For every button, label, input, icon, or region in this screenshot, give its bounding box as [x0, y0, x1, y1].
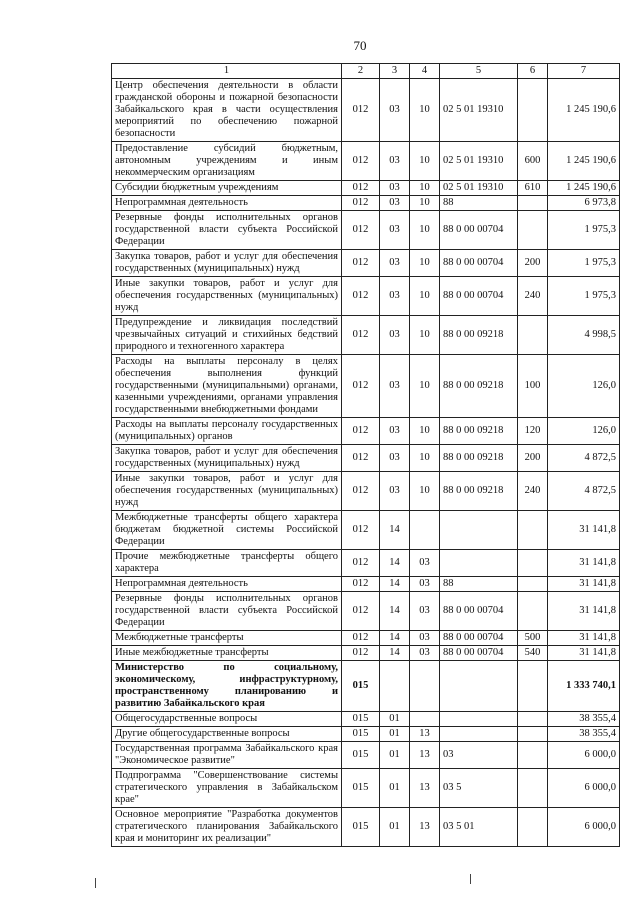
row-sum: 4 872,5	[548, 445, 620, 472]
row-sum: 38 355,4	[548, 712, 620, 727]
column-header: 3	[380, 64, 410, 79]
table-row	[112, 277, 620, 316]
row-section	[380, 661, 410, 712]
row-section: 01	[380, 808, 410, 847]
page-number: 70	[353, 38, 367, 53]
row-section: 03	[380, 211, 410, 250]
row-code: 012	[342, 355, 380, 418]
row-sum: 1 333 740,1	[548, 661, 620, 712]
row-sum: 31 141,8	[548, 577, 620, 592]
row-target-article: 88 0 00 09218	[440, 472, 518, 511]
row-code: 012	[342, 79, 380, 142]
row-name: Иные закупки товаров, работ и услуг для обеспечения государственных (муниципальных) нужд	[112, 277, 342, 316]
row-subsection: 03	[410, 646, 440, 661]
scan-mark	[95, 878, 96, 888]
row-sum: 1 975,3	[548, 250, 620, 277]
row-code: 015	[342, 808, 380, 847]
row-target-article: 88 0 00 00704	[440, 250, 518, 277]
row-sum: 1 245 190,6	[548, 181, 620, 196]
row-expense-type: 610	[518, 181, 548, 196]
row-code: 012	[342, 592, 380, 631]
row-code: 012	[342, 472, 380, 511]
row-subsection: 10	[410, 277, 440, 316]
table-row	[112, 181, 620, 196]
row-expense-type: 120	[518, 418, 548, 445]
row-code: 012	[342, 250, 380, 277]
row-subsection: 10	[410, 355, 440, 418]
table-row	[112, 661, 620, 712]
column-header: 7	[548, 64, 620, 79]
row-sum: 31 141,8	[548, 631, 620, 646]
row-code: 012	[342, 445, 380, 472]
row-expense-type	[518, 727, 548, 742]
row-sum: 38 355,4	[548, 727, 620, 742]
row-target-article: 88	[440, 196, 518, 211]
row-sum: 6 973,8	[548, 196, 620, 211]
row-name: Министерство по социальному, экономическому, инфраструктурному, пространственному планированию и развитию Забайкальского края	[112, 661, 342, 712]
row-subsection	[410, 661, 440, 712]
row-sum: 126,0	[548, 418, 620, 445]
table-body	[112, 79, 620, 847]
row-code: 015	[342, 742, 380, 769]
table-row	[112, 418, 620, 445]
row-name: Резервные фонды исполнительных органов государственной власти субъекта Российской Федерации	[112, 211, 342, 250]
row-section: 14	[380, 550, 410, 577]
row-sum: 6 000,0	[548, 808, 620, 847]
row-sum: 31 141,8	[548, 511, 620, 550]
row-expense-type: 200	[518, 445, 548, 472]
row-expense-type	[518, 769, 548, 808]
column-header: 1	[112, 64, 342, 79]
row-section: 14	[380, 592, 410, 631]
row-subsection: 10	[410, 79, 440, 142]
row-expense-type: 240	[518, 277, 548, 316]
row-name: Резервные фонды исполнительных органов государственной власти субъекта Российской Федерации	[112, 592, 342, 631]
row-code: 012	[342, 277, 380, 316]
row-code: 015	[342, 769, 380, 808]
row-code: 012	[342, 211, 380, 250]
row-subsection: 03	[410, 592, 440, 631]
row-sum: 1 975,3	[548, 277, 620, 316]
row-code: 012	[342, 142, 380, 181]
row-expense-type: 100	[518, 355, 548, 418]
row-name: Закупка товаров, работ и услуг для обеспечения государственных (муниципальных) нужд	[112, 250, 342, 277]
row-section: 03	[380, 418, 410, 445]
table-row	[112, 511, 620, 550]
row-name: Закупка товаров, работ и услуг для обеспечения государственных (муниципальных) нужд	[112, 445, 342, 472]
row-section: 03	[380, 196, 410, 211]
row-code: 012	[342, 577, 380, 592]
row-name: Расходы на выплаты персоналу в целях обеспечения выполнения функций государственными (муниципальными) органами, казенными учреждениями, органами управления государственными внебюджетными фондами	[112, 355, 342, 418]
table-row	[112, 808, 620, 847]
row-subsection	[410, 712, 440, 727]
table-header-row	[112, 64, 620, 79]
row-section: 03	[380, 277, 410, 316]
row-subsection: 10	[410, 250, 440, 277]
row-expense-type	[518, 511, 548, 550]
row-section: 03	[380, 472, 410, 511]
row-expense-type: 240	[518, 472, 548, 511]
row-target-article: 88 0 00 00704	[440, 211, 518, 250]
row-expense-type	[518, 592, 548, 631]
row-name: Основное мероприятие "Разработка документов стратегического планирования Забайкальского края и мониторинг их реализации"	[112, 808, 342, 847]
row-name: Расходы на выплаты персоналу государственных (муниципальных) органов	[112, 418, 342, 445]
row-section: 01	[380, 769, 410, 808]
row-name: Прочие межбюджетные трансферты общего характера	[112, 550, 342, 577]
row-section: 01	[380, 742, 410, 769]
row-subsection: 10	[410, 418, 440, 445]
row-subsection: 13	[410, 742, 440, 769]
row-expense-type	[518, 196, 548, 211]
row-code: 012	[342, 316, 380, 355]
row-expense-type: 600	[518, 142, 548, 181]
row-sum: 6 000,0	[548, 769, 620, 808]
row-subsection: 13	[410, 769, 440, 808]
table-row	[112, 211, 620, 250]
table-row	[112, 631, 620, 646]
table-row	[112, 196, 620, 211]
row-code: 012	[342, 550, 380, 577]
row-target-article: 88 0 00 09218	[440, 355, 518, 418]
column-header: 4	[410, 64, 440, 79]
row-subsection: 13	[410, 727, 440, 742]
row-section: 03	[380, 445, 410, 472]
row-target-article	[440, 727, 518, 742]
table-row	[112, 727, 620, 742]
row-target-article: 03	[440, 742, 518, 769]
row-target-article: 02 5 01 19310	[440, 181, 518, 196]
table-row	[112, 769, 620, 808]
table-row	[112, 316, 620, 355]
row-name: Межбюджетные трансферты общего характера бюджетам бюджетной системы Российской Федерации	[112, 511, 342, 550]
row-sum: 1 245 190,6	[548, 142, 620, 181]
row-name: Предупреждение и ликвидация последствий чрезвычайных ситуаций и стихийных бедствий природного и техногенного характера	[112, 316, 342, 355]
table-row	[112, 742, 620, 769]
row-name: Субсидии бюджетным учреждениям	[112, 181, 342, 196]
row-expense-type	[518, 316, 548, 355]
column-header: 5	[440, 64, 518, 79]
row-name: Другие общегосударственные вопросы	[112, 727, 342, 742]
row-name: Иные межбюджетные трансферты	[112, 646, 342, 661]
row-subsection: 10	[410, 445, 440, 472]
row-sum: 31 141,8	[548, 550, 620, 577]
row-target-article: 88	[440, 577, 518, 592]
row-code: 012	[342, 181, 380, 196]
table-row	[112, 79, 620, 142]
row-sum: 1 245 190,6	[548, 79, 620, 142]
row-section: 03	[380, 355, 410, 418]
table-row	[112, 142, 620, 181]
row-expense-type	[518, 79, 548, 142]
row-expense-type: 500	[518, 631, 548, 646]
table-row	[112, 577, 620, 592]
row-sum: 31 141,8	[548, 646, 620, 661]
row-target-article	[440, 550, 518, 577]
column-header: 6	[518, 64, 548, 79]
row-subsection	[410, 511, 440, 550]
table-row	[112, 712, 620, 727]
row-sum: 4 998,5	[548, 316, 620, 355]
row-name: Центр обеспечения деятельности в области гражданской обороны и пожарной безопасности Забайкальского края в части осуществления мероприятий по обеспечению пожарной безопасности	[112, 79, 342, 142]
row-code: 012	[342, 631, 380, 646]
scan-mark	[470, 874, 471, 884]
row-code: 015	[342, 727, 380, 742]
row-section: 14	[380, 577, 410, 592]
table-row	[112, 592, 620, 631]
row-target-article: 03 5 01	[440, 808, 518, 847]
row-target-article: 02 5 01 19310	[440, 79, 518, 142]
row-code: 015	[342, 661, 380, 712]
row-expense-type: 200	[518, 250, 548, 277]
row-expense-type	[518, 712, 548, 727]
table-row	[112, 445, 620, 472]
row-section: 01	[380, 727, 410, 742]
row-name: Непрограммная деятельность	[112, 577, 342, 592]
row-section: 03	[380, 181, 410, 196]
row-target-article	[440, 661, 518, 712]
row-expense-type: 540	[518, 646, 548, 661]
row-expense-type	[518, 550, 548, 577]
row-target-article: 88 0 00 00704	[440, 631, 518, 646]
table-row	[112, 250, 620, 277]
row-code: 012	[342, 418, 380, 445]
row-name: Межбюджетные трансферты	[112, 631, 342, 646]
row-name: Общегосударственные вопросы	[112, 712, 342, 727]
row-section: 03	[380, 79, 410, 142]
table-row	[112, 355, 620, 418]
row-subsection: 10	[410, 316, 440, 355]
row-subsection: 03	[410, 631, 440, 646]
row-target-article: 88 0 00 00704	[440, 592, 518, 631]
table-row	[112, 646, 620, 661]
row-name: Непрограммная деятельность	[112, 196, 342, 211]
row-sum: 4 872,5	[548, 472, 620, 511]
table-row	[112, 472, 620, 511]
row-code: 012	[342, 646, 380, 661]
row-expense-type	[518, 577, 548, 592]
row-subsection: 03	[410, 577, 440, 592]
row-name: Подпрограмма "Совершенствование системы стратегического управления в Забайкальском крае"	[112, 769, 342, 808]
row-sum: 126,0	[548, 355, 620, 418]
row-section: 01	[380, 712, 410, 727]
row-section: 14	[380, 631, 410, 646]
row-expense-type	[518, 742, 548, 769]
row-section: 03	[380, 250, 410, 277]
row-target-article: 02 5 01 19310	[440, 142, 518, 181]
row-target-article: 88 0 00 00704	[440, 646, 518, 661]
row-subsection: 03	[410, 550, 440, 577]
row-expense-type	[518, 211, 548, 250]
row-subsection: 13	[410, 808, 440, 847]
budget-table	[111, 63, 620, 847]
row-section: 14	[380, 646, 410, 661]
row-subsection: 10	[410, 196, 440, 211]
row-name: Предоставление субсидий бюджетным, автономным учреждениям и иным некоммерческим организациям	[112, 142, 342, 181]
row-subsection: 10	[410, 142, 440, 181]
row-target-article: 88 0 00 00704	[440, 277, 518, 316]
row-section: 03	[380, 316, 410, 355]
row-name: Государственная программа Забайкальского края "Экономическое развитие"	[112, 742, 342, 769]
row-code: 015	[342, 712, 380, 727]
row-subsection: 10	[410, 211, 440, 250]
row-code: 012	[342, 196, 380, 211]
row-target-article: 88 0 00 09218	[440, 445, 518, 472]
row-target-article	[440, 712, 518, 727]
row-sum: 6 000,0	[548, 742, 620, 769]
row-target-article	[440, 511, 518, 550]
row-subsection: 10	[410, 472, 440, 511]
row-expense-type	[518, 808, 548, 847]
row-target-article: 03 5	[440, 769, 518, 808]
row-expense-type	[518, 661, 548, 712]
row-subsection: 10	[410, 181, 440, 196]
row-target-article: 88 0 00 09218	[440, 418, 518, 445]
column-header: 2	[342, 64, 380, 79]
row-target-article: 88 0 00 09218	[440, 316, 518, 355]
row-section: 14	[380, 511, 410, 550]
row-section: 03	[380, 142, 410, 181]
table-row	[112, 550, 620, 577]
row-sum: 31 141,8	[548, 592, 620, 631]
row-code: 012	[342, 511, 380, 550]
row-sum: 1 975,3	[548, 211, 620, 250]
row-name: Иные закупки товаров, работ и услуг для обеспечения государственных (муниципальных) нужд	[112, 472, 342, 511]
